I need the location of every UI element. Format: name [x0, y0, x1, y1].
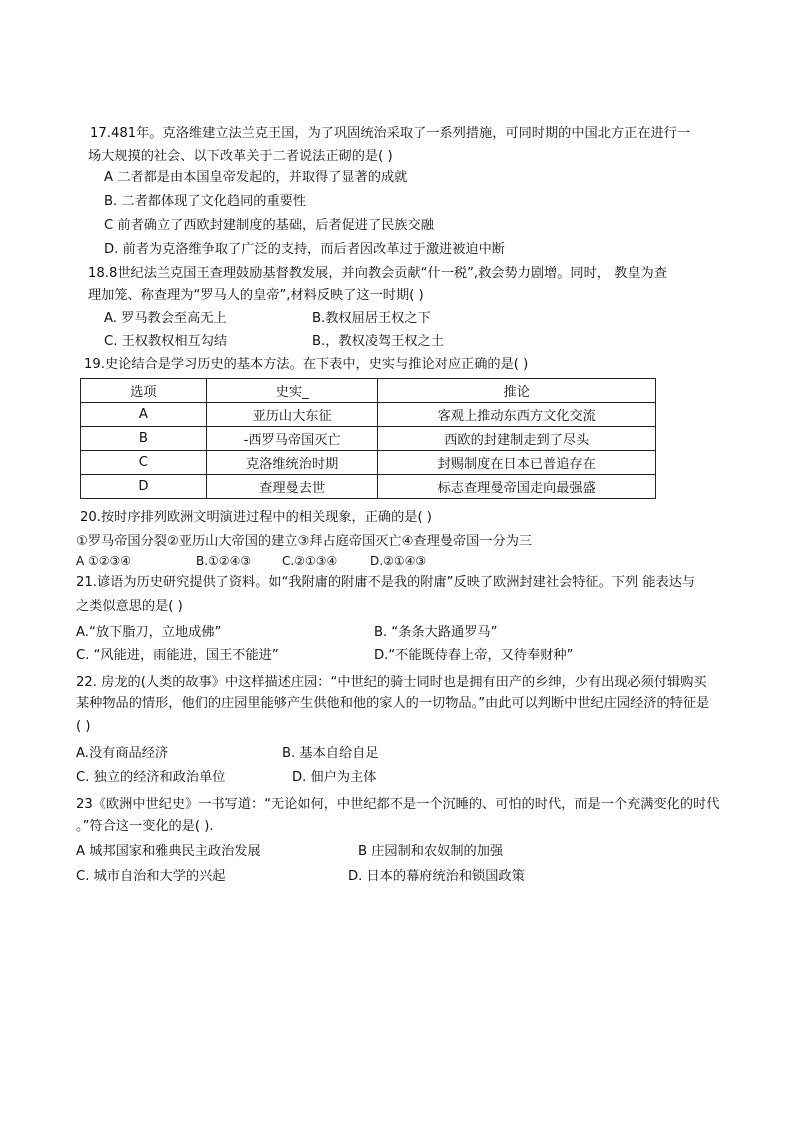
table-row [81, 451, 656, 475]
table-cell: D [81, 475, 207, 499]
q20-option-b: B.①②④③ [196, 554, 252, 568]
q21-option-d: D.“不能既侍春上帝，又待奉财种” [374, 648, 574, 663]
q20-option-c: C.②①③④ [282, 554, 338, 568]
q18-option-d: B.，教权凌驾王权之土 [312, 334, 444, 349]
q22-option-b: B. 基本自给自足 [282, 746, 379, 761]
q20-stem: 20.按时序排列欧洲文明演进过程中的相关现象，正确的是( ) [80, 510, 432, 525]
table-cell: B [81, 427, 207, 451]
table-cell: C [81, 451, 207, 475]
table-row [81, 403, 656, 427]
q23-option-b: B 庄园制和农奴制的加强 [358, 844, 504, 859]
q17-option-b: B. 二者都体现了文化趋同的重要性 [104, 194, 307, 209]
q23-option-d: D. 日本的幕府统治和锁国政策 [348, 869, 525, 884]
q23-option-a: A 城邦国家和雅典民主政治发展 [76, 844, 261, 859]
q17-option-c: C 前者确立了西欧封建制度的基础，后者促进了民族交融 [104, 218, 434, 233]
q23-stem-line2: 。”符合这一变化的是( ). [76, 819, 214, 834]
q17-option-a: A 二者都是由本国皇帝发起的，并取得了显著的成就 [104, 170, 408, 185]
q19-stem: 19.史论结合是学习历史的基本方法。在下表中，史实与推论对应正确的是( ) [84, 357, 529, 372]
q22-stem-line1: 22. 房龙的(人类的故事》中这样描述庄园：“中世纪的骑士同时也是拥有田产的乡绅，少有出现必须付辑购买 [76, 675, 707, 690]
table-cell: 标志查理曼帝国走向最强盛 [378, 475, 656, 499]
table-cell: 查理曼去世 [206, 475, 378, 499]
q22-stem-line2: 某种物品的情形，他们的庄园里能够产生供他和他的家人的一切物品。”由此可以判断中世纪庄园经济的特征是 [76, 696, 710, 711]
q21-option-b: B. “条条大路通罗马” [374, 625, 498, 640]
table-header-option: 选项 [81, 379, 207, 403]
q18-stem-line2: 理加笼、称查理为“罗马人的皇帝”,材料反映了这一时期( ) [88, 288, 424, 303]
q18-stem-line1: 18.8世纪法兰克国王查理鼓励基督教发展，并向教会贡献“什一税”,救会势力剧增。同时， 教皇为查 [88, 266, 667, 281]
q20-option-a: A ①②③④ [76, 554, 132, 568]
table-header-inference: 推论 [378, 379, 656, 403]
table-row [81, 427, 656, 451]
table-header-fact: 史实_ [206, 379, 378, 403]
table-cell: 亚历山大东征 [206, 403, 378, 427]
table-header-row [81, 379, 656, 403]
q22-stem-line3: ( ) [76, 719, 91, 734]
table-cell: A [81, 403, 207, 427]
table-cell: 克洛维统治时期 [206, 451, 378, 475]
table-cell: 客观上推动东西方文化交流 [378, 403, 656, 427]
table-cell: 西欧的封建制走到了尽头 [378, 427, 656, 451]
q22-option-d: D. 佃户为主体 [292, 770, 377, 785]
table-cell: 封赐制度在日本已普追存在 [378, 451, 656, 475]
q21-option-c: C. “风能进，雨能进，国王不能进” [76, 648, 279, 663]
q21-option-a: A.“放下脂刀，立地成佛” [76, 625, 222, 640]
q20-option-d: D.②①④③ [370, 554, 427, 568]
q18-option-a: A. 罗马教会至高无上 [104, 311, 227, 326]
q22-option-c: C. 独立的经济和政治单位 [76, 770, 226, 785]
q17-stem-line1: 17.481年。克洛维建立法兰克王国，为了巩固统治采取了一系列措施，可同时期的中国北方正在进行一 [90, 126, 691, 141]
q18-option-b: B.教权屈居王权之下 [312, 311, 431, 326]
q23-option-c: C. 城市自治和大学的兴起 [76, 869, 226, 884]
q17-option-d: D. 前者为克洛维争取了广泛的支持，而后者因改革过于激进被迫中断 [104, 242, 505, 257]
table-cell: -西罗马帝国灭亡 [206, 427, 378, 451]
q20-items: ①罗马帝国分裂②亚历山大帝国的建立③拜占庭帝国灭亡④查理曼帝国一分为三 [76, 534, 533, 549]
q21-stem-line1: 21.谚语为历史研究提供了资料。如“我附庸的附庸不是我的附庸”反映了欧洲封建社会特征。下列 能表达与 [76, 575, 696, 590]
table-row [81, 475, 656, 499]
q21-stem-line2: 之类似意思的是( ) [76, 599, 183, 614]
q17-stem-line2: 场大规摸的社会、以下改革关于二者说法正砌的是( ) [88, 149, 393, 164]
q22-option-a: A.没有商品经济 [76, 746, 169, 761]
q19-table [80, 378, 656, 499]
q18-option-c: C. 王权教权相互勾结 [104, 334, 228, 349]
q23-stem-line1: 23《欧洲中世纪史》一书写道：“无论如何，中世纪都不是一个沉睡的、可怕的时代，而是一个充满变化的时代 [76, 797, 720, 812]
